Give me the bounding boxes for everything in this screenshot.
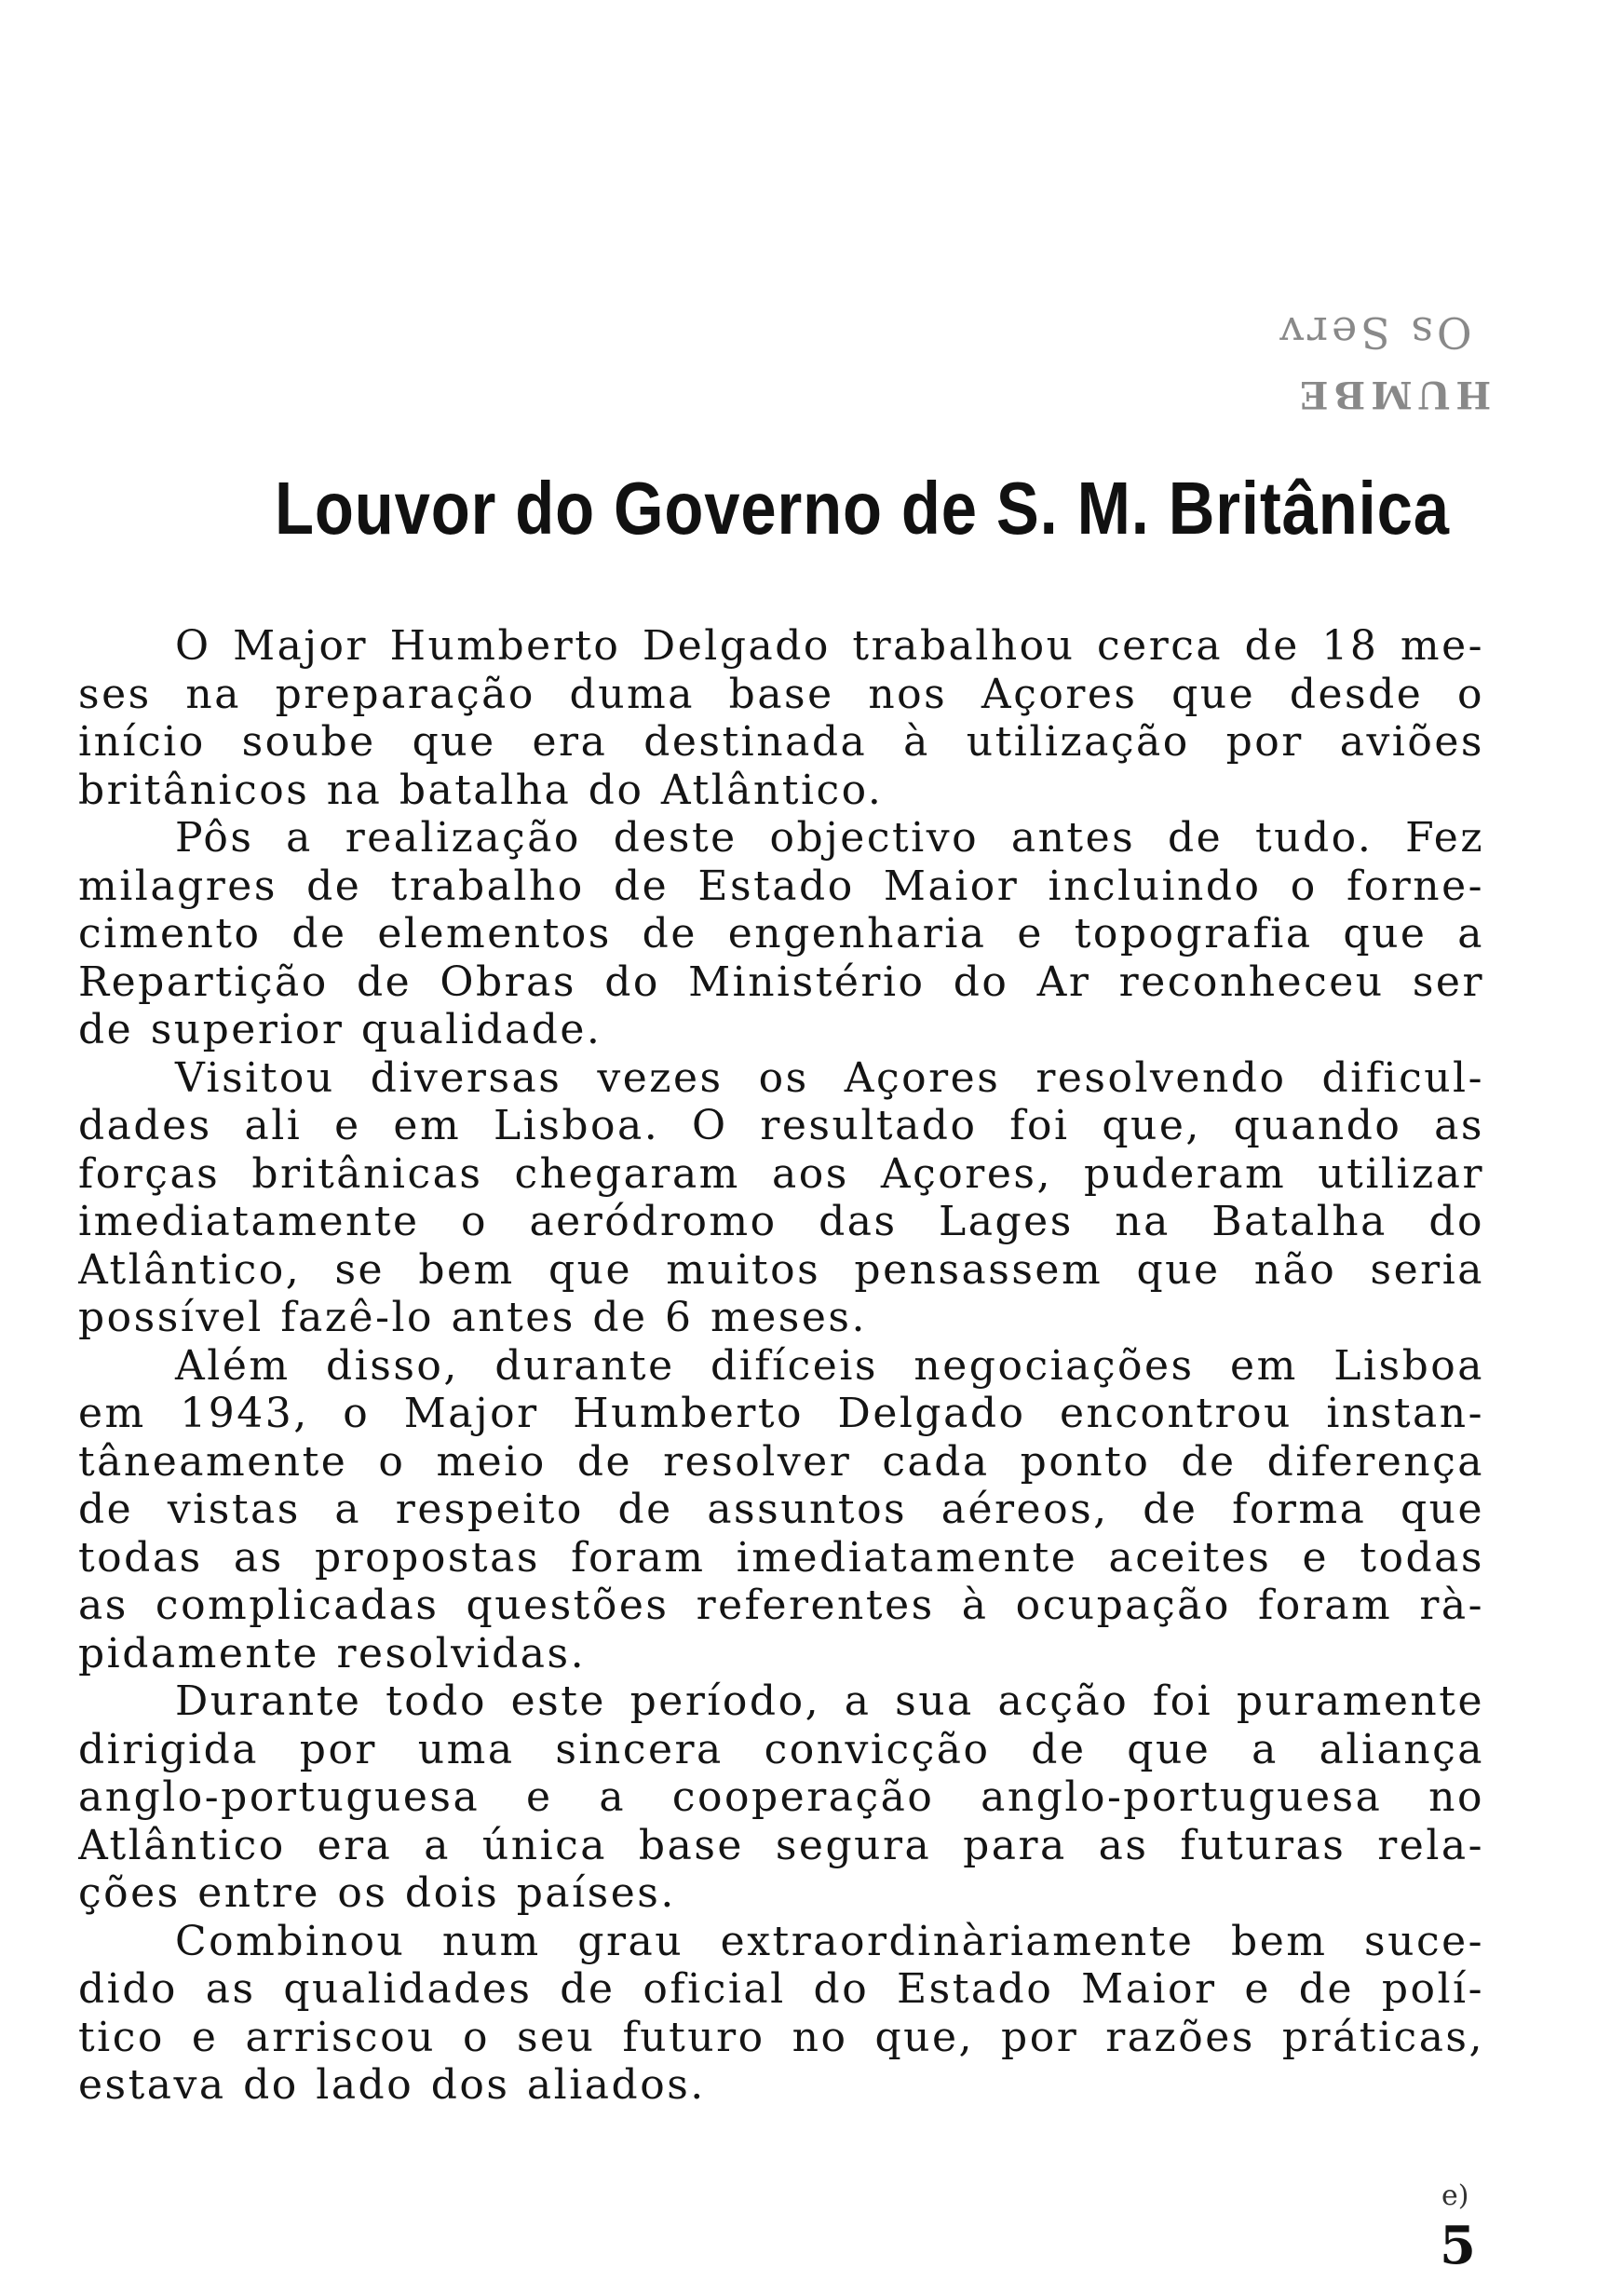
- text-line: dido as qualidades de oficial do Estado Maior e de polí-: [78, 1965, 1484, 2013]
- text-line: forças britânicas chegaram aos Açores, puderam utilizar: [78, 1149, 1484, 1198]
- page-number: 5: [1440, 2215, 1476, 2276]
- text-line: estava do lado dos aliados.: [78, 2061, 706, 2109]
- archive-stamp: [1276, 307, 1518, 438]
- text-line: Pôs a realização deste objectivo antes de tudo. Fez: [175, 814, 1484, 862]
- text-line: em 1943, o Major Humberto Delgado encontrou instan-: [78, 1390, 1484, 1437]
- text-line: Atlântico, se bem que muitos pensassem que não seria: [78, 1245, 1484, 1294]
- text-line: imediatamente o aeródromo das Lages na Batalha do: [78, 1198, 1484, 1245]
- text-line: de superior qualidade.: [78, 1006, 602, 1053]
- text-line: pidamente resolvidas.: [78, 1629, 587, 1677]
- text-line: início soube que era destinada à utilização por aviões: [78, 718, 1484, 766]
- stamp-text-top: Os Serv: [1276, 307, 1472, 358]
- paragraph-6: [78, 1918, 1484, 2110]
- text-line: O Major Humberto Delgado trabalhou cerca de 18 me-: [175, 622, 1484, 670]
- paragraph-4: [78, 1342, 1484, 1678]
- text-line: anglo-portuguesa e a cooperação anglo-portuguesa no: [78, 1773, 1484, 1821]
- paragraph-1: [78, 622, 1484, 814]
- text-line: Combinou num grau extraordinàriamente bem suce-: [175, 1917, 1484, 1965]
- text-line: Repartição de Obras do Ministério do Ar reconheceu ser: [78, 957, 1484, 1006]
- text-line: ses na preparação duma base nos Açores que desde o: [78, 670, 1484, 718]
- text-line: Além disso, durante difíceis negociações em Lisboa: [175, 1341, 1484, 1390]
- text-line: Atlântico era a única base segura para as futuras rela-: [78, 1821, 1484, 1869]
- text-line: possível fazê-lo antes de 6 meses.: [78, 1294, 867, 1341]
- text-line: todas as propostas foram imediatamente aceites e todas: [78, 1533, 1484, 1582]
- text-line: as complicadas questões referentes à ocupação foram rà-: [78, 1582, 1484, 1629]
- text-line: Visitou diversas vezes os Açores resolvendo dificul-: [175, 1053, 1484, 1102]
- text-line: dirigida por uma sincera convicção de que a aliança: [78, 1725, 1484, 1773]
- text-line: dades ali e em Lisboa. O resultado foi que, quando as: [78, 1102, 1484, 1149]
- document-body: [78, 622, 1484, 2110]
- page-title: Louvor do Governo de S. M. Britânica: [275, 467, 1450, 550]
- paragraph-3: [78, 1054, 1484, 1342]
- text-line: ções entre os dois países.: [78, 1869, 676, 1917]
- paragraph-5: [78, 1677, 1484, 1918]
- stamp-text-bottom: HUMBE: [1294, 373, 1492, 416]
- text-line: tico e arriscou o seu futuro no que, por razões práticas,: [78, 2013, 1484, 2061]
- text-line: Durante todo este período, a sua acção foi puramente: [175, 1677, 1484, 1725]
- margin-mark: e): [1441, 2180, 1469, 2212]
- text-line: tâneamente o meio de resolver cada ponto de diferença: [78, 1437, 1484, 1486]
- paragraph-2: [78, 814, 1484, 1054]
- text-line: milagres de trabalho de Estado Maior incluindo o forne-: [78, 862, 1484, 910]
- text-line: de vistas a respeito de assuntos aéreos, de forma que: [78, 1486, 1484, 1533]
- text-line: cimento de elementos de engenharia e topografia que a: [78, 910, 1484, 957]
- text-line: britânicos na batalha do Atlântico.: [78, 766, 884, 814]
